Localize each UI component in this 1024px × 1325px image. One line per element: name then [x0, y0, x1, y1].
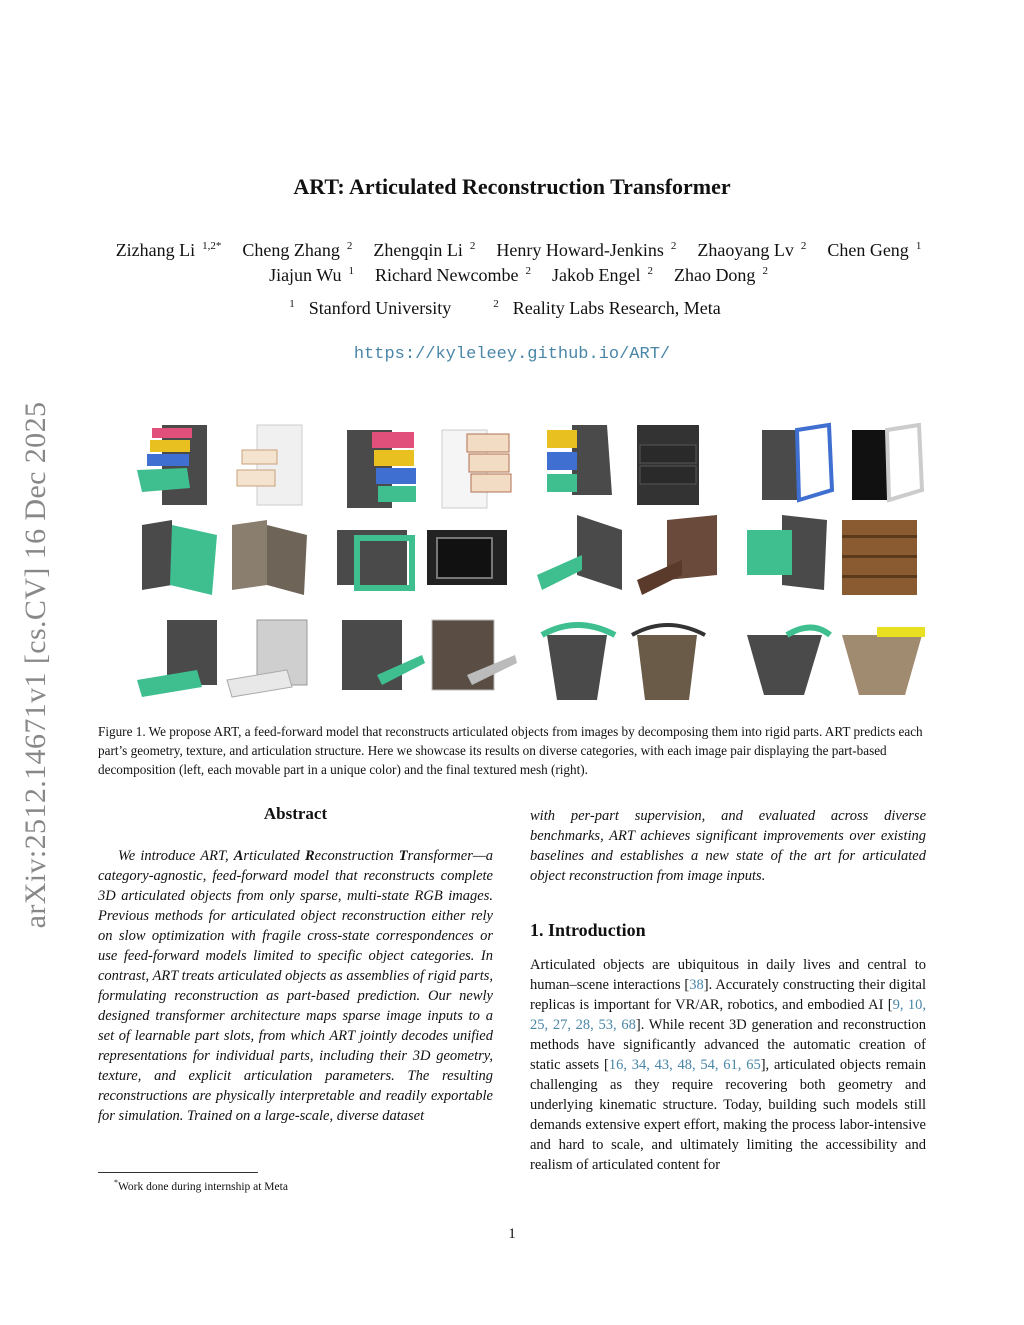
figure-object: [137, 425, 207, 505]
figure-object: [427, 530, 507, 585]
figure-object: [237, 425, 302, 505]
page-number: 1: [508, 1226, 516, 1242]
figure-object: [432, 620, 517, 690]
author: Zhaoyang Lv $^2$: [697, 240, 807, 260]
author: Jiajun Wu $^1$: [269, 265, 355, 285]
abstract-body: We introduce ART, Articulated Reconstruction Transformer—a category-agnostic, feed-forward model that reconstructs complete 3D articulated objects from only sparse, multi-state RGB images. Previous methods for articulated object reconstruction either rely on slow optimization with fragile cross-state correspondences or use feed-forward models limited to specific object categories. In contrast, ART treats articulated objects as assemblies of rigid parts, formulating reconstruction as part-based prediction. Our newly designed transformer architecture maps sparse image inputs to a set of learnable part slots, from which ART jointly decodes unified representations for individual parts, including their 3D geometry, texture, and explicit articulation parameters. The resulting reconstructions are physically interpretable and readily exportable for simulation. Trained on a large-scale, diverse dataset: [98, 848, 493, 1124]
figure-object: [537, 515, 622, 590]
figure-object: [637, 425, 699, 505]
author: Henry Howard-Jenkins $^2$: [496, 240, 677, 260]
abstract-continued: with per-part supervision, and evaluated across diverse benchmarks, ART achieves significant improvements over existing baselines and establishes a new state of the art for articulated object reconstruction from image inputs.: [530, 808, 926, 884]
author: Jakob Engel $^2$: [551, 265, 653, 285]
affiliation: $^1$ Stanford University: [289, 298, 452, 318]
figure-object: [137, 620, 217, 697]
figure-object: [842, 520, 917, 595]
figure-object: [442, 430, 511, 508]
figure-object: [547, 425, 612, 495]
figure-1-caption: Figure 1. We propose ART, a feed-forward model that reconstructs articulated objects from images by decomposing them into rigid parts. ART predicts each part’s geometry, texture, and articulation structure. Here we showcase its results on diverse categories, with each image pair displaying the part-based decomposition (left, each movable part in a unique color) and the final textured mesh (right).: [98, 724, 923, 777]
figure-object: [762, 425, 832, 500]
figure-object: [347, 430, 416, 508]
figure-object: [142, 520, 217, 595]
author: Zhengqin Li $^2$: [373, 240, 476, 260]
affiliation: $^2$ Reality Labs Research, Meta: [493, 298, 721, 318]
citation-link[interactable]: 16, 34, 43, 48, 54, 61, 65: [608, 1057, 761, 1073]
figure-object: [747, 515, 827, 590]
figure-object: [632, 625, 705, 700]
author: Zizhang Li $^{1,2*}$: [115, 240, 222, 260]
author: Richard Newcombe $^2$: [375, 265, 531, 285]
introduction-heading: 1. Introduction: [530, 920, 646, 940]
figure-object: [747, 628, 830, 696]
citation-link[interactable]: 9, 10, 25, 27, 28, 53, 68: [530, 997, 926, 1033]
footnote-divider: [98, 1172, 258, 1173]
author: Chen Geng $^1$: [827, 240, 922, 260]
project-url-link[interactable]: https://kyleleey.github.io/ART/: [353, 345, 671, 364]
figure-object: [852, 425, 922, 500]
author: Zhao Dong $^2$: [673, 265, 768, 285]
arxiv-stamp: arXiv:2512.14671v1 [cs.CV] 16 Dec 2025: [19, 401, 52, 928]
figure-object: [542, 625, 615, 700]
figure-object: [637, 515, 717, 595]
authors-line-1: [90, 240, 940, 261]
affiliations: [0, 298, 1024, 319]
citation-link[interactable]: 38: [689, 977, 704, 993]
footnote: *Work done during internship at Meta: [114, 1178, 288, 1193]
abstract-heading: Abstract: [263, 804, 328, 823]
figure-object: [842, 627, 925, 695]
figure-1-image-grid: [122, 410, 942, 710]
figure-object: [227, 620, 307, 697]
figure-object: [232, 520, 307, 595]
figure-object: [337, 530, 412, 588]
introduction-body: Articulated objects are ubiquitous in daily lives and central to human–scene interactions [38]. Accurately constructing their digital replicas is important for VR/AR, robotics, and embodied AI [9, 10, 25, 27, 28, 53, 68]. While recent 3D generation and reconstruction methods have significantly advanced the automatic creation of static assets [16, 34, 43, 48, 54, 61, 65], articulated objects remain challenging as they require recovering both geometry and underlying kinematic structure. Today, building such models still demands extensive expert effort, making the process labor-intensive and hard to scale, and ultimately limiting the accessibility and realism of articulated content for: [530, 957, 927, 1173]
author: Cheng Zhang $^2$: [242, 240, 353, 260]
figure-object: [342, 620, 425, 690]
authors-line-2: [90, 265, 940, 286]
paper-title: ART: Articulated Reconstruction Transformer: [293, 174, 731, 199]
